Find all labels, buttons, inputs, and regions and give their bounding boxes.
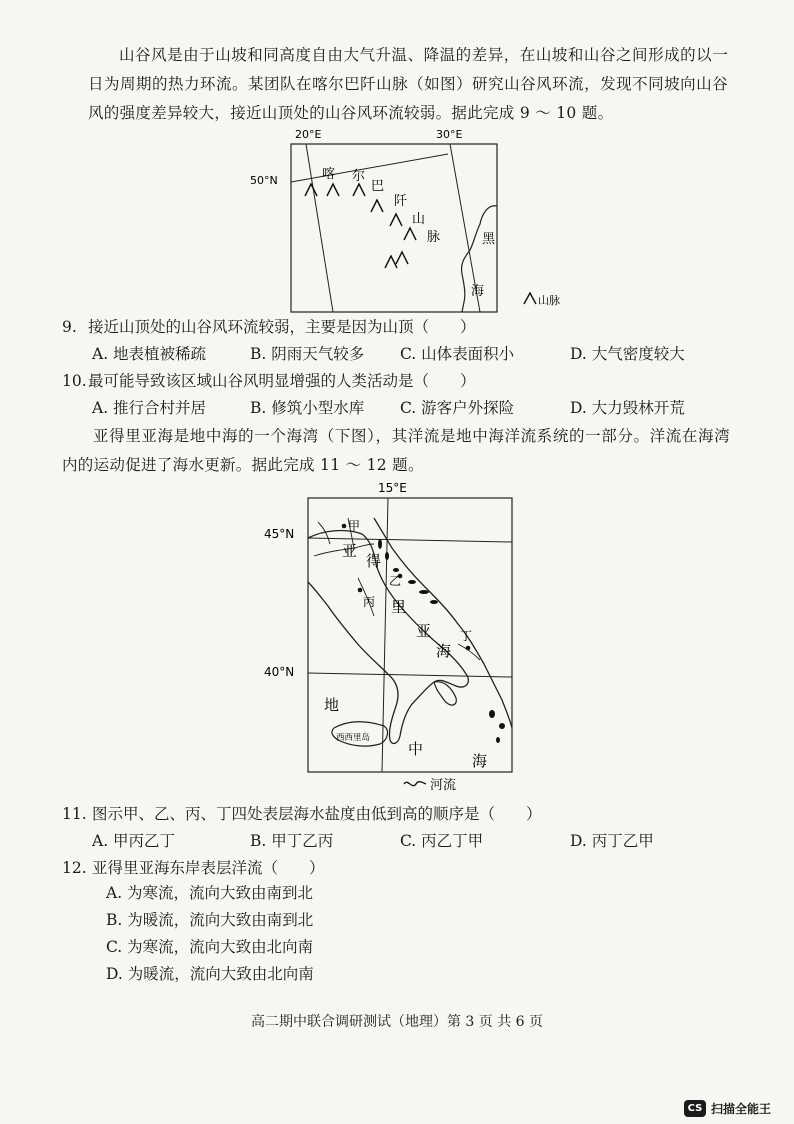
dalmatian-islands: [378, 539, 505, 743]
map2-lon: 15°E: [378, 481, 407, 495]
page-footer: 高二期中联合调研测试（地理）第 3 页 共 6 页: [250, 1014, 544, 1030]
scanner-logo-icon: CS: [684, 1100, 706, 1117]
q11-option-d[interactable]: D. 丙丁乙甲: [570, 832, 654, 850]
map1-parallel-50n: [291, 154, 448, 182]
q9-stem: 接近山顶处的山谷风环流较弱，主要是因为山顶（ ）: [88, 318, 476, 336]
q11-option-a[interactable]: A. 甲丙乙丁: [92, 832, 176, 850]
scanner-badge: [684, 1100, 788, 1117]
med-char-2: 中: [408, 740, 424, 758]
q9-option-b[interactable]: B. 阴雨天气较多: [250, 345, 365, 363]
q12-option-a[interactable]: A. 为寒流，流向大致由南到北: [106, 884, 314, 902]
point-jia-marker: [342, 524, 347, 529]
q12-option-c[interactable]: C. 为寒流，流向大致由北向南: [106, 938, 314, 956]
map2-lat-bottom: 40°N: [264, 665, 295, 679]
med-char-3: 海: [472, 752, 488, 770]
q9-option-d[interactable]: D. 大气密度较大: [570, 345, 685, 363]
map1-mtn-char-6: 脉: [427, 230, 441, 245]
q10-option-a[interactable]: A. 推行合村并居: [92, 399, 207, 417]
adriatic-map: [262, 478, 532, 794]
carpathian-map: [250, 124, 560, 316]
q12-option-b[interactable]: B. 为暖流，流向大致由南到北: [106, 911, 314, 929]
map2-parallel-40n: [308, 673, 512, 677]
q10-option-d[interactable]: D. 大力毁林开荒: [570, 399, 685, 417]
med-char-1: 地: [324, 696, 340, 714]
q12-option-d[interactable]: D. 为暖流，流向大致由北向南: [106, 965, 314, 983]
point-ding-marker: [466, 646, 471, 651]
adriatic-char-3: 里: [391, 598, 407, 616]
map2-legend-label: 河流: [430, 778, 457, 793]
scanner-app-name: 扫描全能王: [711, 1102, 772, 1116]
mountain-legend-icon: [524, 293, 536, 304]
map1-legend-label: 山脉: [538, 294, 560, 307]
question-11: [62, 802, 542, 826]
q11-stem: 图示甲、乙、丙、丁四处表层海水盐度由低到高的顺序是（ ）: [92, 805, 542, 823]
map1-lat: 50°N: [250, 174, 278, 187]
q12-number: 12.: [62, 859, 87, 877]
q9-options: [92, 342, 685, 366]
intro-paragraph-2: 亚得里亚海是地中海的一个海湾（下图），其洋流是地中海洋流系统的一部分。洋流在海湾内的运动促进了海水更新。据此完成 11 ～ 12 题。: [62, 427, 730, 474]
q9-option-c[interactable]: C. 山体表面积小: [400, 345, 515, 363]
adriatic-char-2: 得: [366, 552, 382, 570]
q10-options: [92, 396, 685, 420]
map1-mtn-char-5: 山: [412, 212, 426, 227]
river-legend-icon: [404, 782, 426, 786]
map1-mtn-char-4: 阡: [394, 194, 408, 209]
map1-lon-left: 20°E: [295, 128, 322, 141]
point-jia-label: 甲: [348, 519, 361, 533]
map1-sea-char-2: 海: [471, 284, 485, 299]
map2-lat-top: 45°N: [264, 527, 295, 541]
adriatic-char-4: 亚: [416, 622, 432, 640]
q11-option-c[interactable]: C. 丙乙丁甲: [400, 832, 484, 850]
point-yi-label: 乙: [389, 574, 402, 588]
adriatic-char-1: 亚: [342, 542, 358, 560]
q11-options: [92, 829, 654, 853]
adriatic-char-5: 海: [436, 642, 452, 660]
q11-option-b[interactable]: B. 甲丁乙丙: [250, 832, 334, 850]
point-ding-label: 丁: [460, 629, 473, 643]
point-bing-marker: [358, 588, 363, 593]
q10-number: 10.: [62, 372, 87, 390]
map2-parallel-45n: [308, 538, 512, 542]
question-9: [62, 315, 476, 339]
q11-number: 11.: [62, 805, 87, 823]
q10-stem: 最可能导致该区域山谷风明显增强的人类活动是（ ）: [88, 372, 476, 390]
intro-paragraph-1: 山谷风是由于山坡和同高度自由大气升温、降温的差异，在山坡和山谷之间形成的以一日为周期的热力环流。某团队在喀尔巴阡山脉（如图）研究山谷风环流，发现不同坡向山谷风的强度差异较大，接近山顶处的山谷风环流较弱。据此完成 9 ～ 10 题。: [88, 46, 728, 122]
q12-stem: 亚得里亚海东岸表层洋流（ ）: [92, 859, 325, 877]
map1-sea-char-1: 黑: [482, 232, 496, 247]
point-bing-label: 丙: [363, 595, 376, 609]
q9-option-a[interactable]: A. 地表植被稀疏: [92, 345, 207, 363]
map1-mtn-char-2: 尔: [352, 169, 366, 184]
scanner-logo-row: [684, 1100, 788, 1117]
balkan-coastline: [374, 518, 512, 728]
map1-lon-right: 30°E: [436, 128, 463, 141]
q10-option-b[interactable]: B. 修筑小型水库: [250, 399, 365, 417]
sicily-label: 西西里岛: [336, 733, 371, 743]
map1-mtn-char-1: 喀: [322, 167, 336, 182]
q10-option-c[interactable]: C. 游客户外探险: [400, 399, 515, 417]
question-10: [62, 369, 476, 393]
question-12: [62, 856, 325, 880]
map1-mtn-char-3: 巴: [371, 179, 385, 194]
q9-number: 9.: [62, 318, 77, 336]
